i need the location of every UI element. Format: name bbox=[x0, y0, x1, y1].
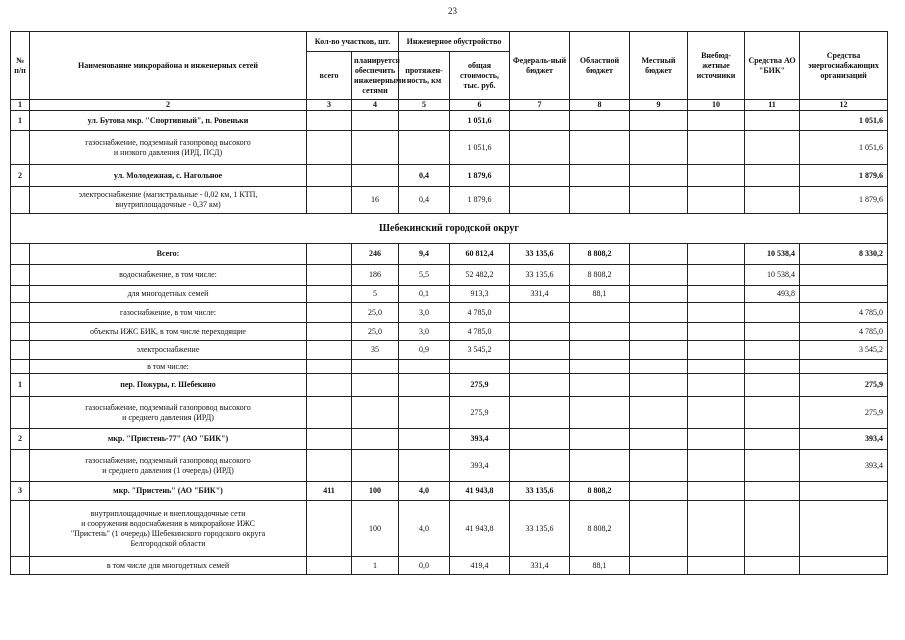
row-plots-planned bbox=[352, 397, 399, 429]
row-energy: 393,4 bbox=[800, 450, 888, 482]
column-number-cell: 2 bbox=[30, 100, 307, 111]
row-num: 2 bbox=[11, 429, 30, 450]
row-plots-total bbox=[307, 397, 352, 429]
row-energy: 393,4 bbox=[800, 429, 888, 450]
row-bik bbox=[745, 501, 800, 557]
row-plots-planned: 100 bbox=[352, 501, 399, 557]
row-energy: 1 879,6 bbox=[800, 187, 888, 214]
row-length: 0,1 bbox=[399, 286, 450, 303]
row-local bbox=[630, 187, 688, 214]
row-plots-planned: 1 bbox=[352, 557, 399, 575]
row-local bbox=[630, 111, 688, 131]
row-length: 4,0 bbox=[399, 482, 450, 501]
row-bik: 10 538,4 bbox=[745, 265, 800, 286]
column-number-cell: 3 bbox=[307, 100, 352, 111]
row-length: 5,5 bbox=[399, 265, 450, 286]
row-energy: 1 879,6 bbox=[800, 165, 888, 187]
row-length: 0,4 bbox=[399, 187, 450, 214]
row-energy: 275,9 bbox=[800, 374, 888, 397]
header-extra: Внебюд-жетные источники bbox=[688, 32, 745, 100]
row-extra bbox=[688, 482, 745, 501]
row-plots-planned bbox=[352, 111, 399, 131]
row-name: Всего: bbox=[30, 244, 307, 265]
row-cost: 60 812,4 bbox=[450, 244, 510, 265]
row-local bbox=[630, 360, 688, 374]
row-extra bbox=[688, 360, 745, 374]
row-num bbox=[11, 265, 30, 286]
row-energy bbox=[800, 265, 888, 286]
row-bik bbox=[745, 165, 800, 187]
row-name: мкр. "Пристень" (АО "БИК") bbox=[30, 482, 307, 501]
row-bik bbox=[745, 450, 800, 482]
row-plots-total bbox=[307, 450, 352, 482]
row-energy bbox=[800, 557, 888, 575]
financing-table bbox=[10, 31, 888, 575]
row-length: 9,4 bbox=[399, 244, 450, 265]
row-plots-planned bbox=[352, 450, 399, 482]
row-plots-total bbox=[307, 374, 352, 397]
table-row bbox=[11, 131, 888, 165]
column-number-cell: 1 bbox=[11, 100, 30, 111]
header-bik: Средства АО "БИК" bbox=[745, 32, 800, 100]
row-extra bbox=[688, 341, 745, 360]
row-regional bbox=[570, 341, 630, 360]
row-local bbox=[630, 374, 688, 397]
row-cost: 1 879,6 bbox=[450, 187, 510, 214]
row-extra bbox=[688, 111, 745, 131]
row-regional bbox=[570, 165, 630, 187]
column-number-cell: 6 bbox=[450, 100, 510, 111]
table-row bbox=[11, 482, 888, 501]
row-energy bbox=[800, 501, 888, 557]
row-length: 0,4 bbox=[399, 165, 450, 187]
row-energy: 275,9 bbox=[800, 397, 888, 429]
row-bik bbox=[745, 303, 800, 323]
row-energy: 4 785,0 bbox=[800, 303, 888, 323]
row-plots-total bbox=[307, 244, 352, 265]
row-plots-planned bbox=[352, 165, 399, 187]
row-federal bbox=[510, 341, 570, 360]
column-number-cell: 12 bbox=[800, 100, 888, 111]
row-extra bbox=[688, 131, 745, 165]
table-row bbox=[11, 557, 888, 575]
row-local bbox=[630, 303, 688, 323]
row-name: газоснабжение, подземный газопровод высокого и среднего давления (ИРД) bbox=[30, 397, 307, 429]
row-energy: 1 051,6 bbox=[800, 111, 888, 131]
row-federal bbox=[510, 165, 570, 187]
row-local bbox=[630, 131, 688, 165]
row-length: 4,0 bbox=[399, 501, 450, 557]
row-length bbox=[399, 429, 450, 450]
row-name: мкр. "Пристень-77" (АО "БИК") bbox=[30, 429, 307, 450]
row-length: 0,9 bbox=[399, 341, 450, 360]
row-name: для многодетных семей bbox=[30, 286, 307, 303]
header-federal: Федераль-ный бюджет bbox=[510, 32, 570, 100]
row-regional bbox=[570, 374, 630, 397]
row-cost: 41 943,8 bbox=[450, 482, 510, 501]
table-row bbox=[11, 397, 888, 429]
section-row bbox=[11, 214, 888, 244]
row-plots-planned: 25,0 bbox=[352, 303, 399, 323]
row-regional bbox=[570, 450, 630, 482]
table-row bbox=[11, 374, 888, 397]
row-plots-planned bbox=[352, 131, 399, 165]
row-extra bbox=[688, 501, 745, 557]
row-plots-planned: 186 bbox=[352, 265, 399, 286]
row-extra bbox=[688, 165, 745, 187]
row-bik bbox=[745, 482, 800, 501]
header-row-1 bbox=[11, 32, 888, 52]
row-federal bbox=[510, 111, 570, 131]
row-num: 3 bbox=[11, 482, 30, 501]
row-federal: 331,4 bbox=[510, 557, 570, 575]
row-bik bbox=[745, 187, 800, 214]
row-energy: 8 330,2 bbox=[800, 244, 888, 265]
row-num: 1 bbox=[11, 374, 30, 397]
table-row bbox=[11, 187, 888, 214]
column-numbers-row bbox=[11, 100, 888, 111]
row-bik bbox=[745, 111, 800, 131]
header-num: № п/п bbox=[11, 32, 30, 100]
row-federal bbox=[510, 131, 570, 165]
row-energy: 4 785,0 bbox=[800, 323, 888, 341]
row-cost: 4 785,0 bbox=[450, 323, 510, 341]
row-length: 3,0 bbox=[399, 303, 450, 323]
row-plots-planned: 5 bbox=[352, 286, 399, 303]
header-plots-group: Кол-во участков, шт. bbox=[307, 32, 399, 52]
row-cost: 3 545,2 bbox=[450, 341, 510, 360]
row-local bbox=[630, 482, 688, 501]
row-num bbox=[11, 303, 30, 323]
row-extra bbox=[688, 397, 745, 429]
row-bik: 493,8 bbox=[745, 286, 800, 303]
row-plots-total bbox=[307, 557, 352, 575]
row-plots-total bbox=[307, 111, 352, 131]
row-regional bbox=[570, 187, 630, 214]
row-extra bbox=[688, 557, 745, 575]
row-local bbox=[630, 450, 688, 482]
table-row bbox=[11, 111, 888, 131]
row-energy: 3 545,2 bbox=[800, 341, 888, 360]
row-length bbox=[399, 360, 450, 374]
row-num: 1 bbox=[11, 111, 30, 131]
row-plots-planned bbox=[352, 360, 399, 374]
row-num bbox=[11, 360, 30, 374]
table-row bbox=[11, 265, 888, 286]
row-cost: 1 879,6 bbox=[450, 165, 510, 187]
row-local bbox=[630, 429, 688, 450]
row-plots-planned bbox=[352, 374, 399, 397]
row-plots-planned: 35 bbox=[352, 341, 399, 360]
row-name: газоснабжение, в том числе: bbox=[30, 303, 307, 323]
table-row bbox=[11, 429, 888, 450]
column-number-cell: 11 bbox=[745, 100, 800, 111]
row-length: 3,0 bbox=[399, 323, 450, 341]
row-extra bbox=[688, 450, 745, 482]
header-length: протяжен-ность, км bbox=[399, 52, 450, 100]
row-name: ул. Молодежная, с. Нагольное bbox=[30, 165, 307, 187]
row-name: электроснабжение (магистральные - 0,02 км, 1 КТП, внутриплощадочные - 0,37 км) bbox=[30, 187, 307, 214]
row-extra bbox=[688, 286, 745, 303]
row-federal: 33 135,6 bbox=[510, 501, 570, 557]
row-extra bbox=[688, 429, 745, 450]
row-extra bbox=[688, 265, 745, 286]
row-bik bbox=[745, 397, 800, 429]
row-plots-planned: 16 bbox=[352, 187, 399, 214]
row-bik bbox=[745, 360, 800, 374]
row-bik bbox=[745, 557, 800, 575]
table-row bbox=[11, 360, 888, 374]
row-plots-planned: 25,0 bbox=[352, 323, 399, 341]
column-number-cell: 10 bbox=[688, 100, 745, 111]
header-regional: Областной бюджет bbox=[570, 32, 630, 100]
header-local: Местный бюджет bbox=[630, 32, 688, 100]
row-length: 0,0 bbox=[399, 557, 450, 575]
row-regional: 88,1 bbox=[570, 286, 630, 303]
row-bik bbox=[745, 341, 800, 360]
row-bik bbox=[745, 374, 800, 397]
row-federal: 33 135,6 bbox=[510, 244, 570, 265]
table-row bbox=[11, 286, 888, 303]
row-name: пер. Пожуры, г. Шебекино bbox=[30, 374, 307, 397]
row-plots-total: 411 bbox=[307, 482, 352, 501]
row-plots-total bbox=[307, 360, 352, 374]
header-energy: Средства энергоснабжающих организаций bbox=[800, 32, 888, 100]
table-row bbox=[11, 450, 888, 482]
row-local bbox=[630, 397, 688, 429]
row-plots-total bbox=[307, 265, 352, 286]
row-name: в том числе: bbox=[30, 360, 307, 374]
row-regional bbox=[570, 111, 630, 131]
row-federal: 33 135,6 bbox=[510, 265, 570, 286]
row-regional bbox=[570, 303, 630, 323]
row-num bbox=[11, 450, 30, 482]
table-row bbox=[11, 165, 888, 187]
row-energy: 1 051,6 bbox=[800, 131, 888, 165]
row-bik bbox=[745, 429, 800, 450]
row-plots-total bbox=[307, 341, 352, 360]
row-federal: 331,4 bbox=[510, 286, 570, 303]
row-name: объекты ИЖС БИК, в том числе переходящие bbox=[30, 323, 307, 341]
row-cost: 275,9 bbox=[450, 374, 510, 397]
row-cost: 419,4 bbox=[450, 557, 510, 575]
row-cost: 1 051,6 bbox=[450, 111, 510, 131]
row-local bbox=[630, 323, 688, 341]
row-extra bbox=[688, 244, 745, 265]
table-row bbox=[11, 341, 888, 360]
row-num bbox=[11, 286, 30, 303]
row-length bbox=[399, 450, 450, 482]
row-federal: 33 135,6 bbox=[510, 482, 570, 501]
row-cost: 4 785,0 bbox=[450, 303, 510, 323]
row-local bbox=[630, 341, 688, 360]
row-plots-total bbox=[307, 165, 352, 187]
row-plots-total bbox=[307, 286, 352, 303]
row-federal bbox=[510, 323, 570, 341]
header-plots-planned: планируется обеспечить инженерными сетями bbox=[352, 52, 399, 100]
row-regional bbox=[570, 397, 630, 429]
row-num bbox=[11, 397, 30, 429]
row-name: газоснабжение, подземный газопровод высокого и среднего давления (1 очередь) (ИРД) bbox=[30, 450, 307, 482]
row-num: 2 bbox=[11, 165, 30, 187]
table-row bbox=[11, 303, 888, 323]
row-length bbox=[399, 374, 450, 397]
row-regional: 8 808,2 bbox=[570, 244, 630, 265]
row-plots-total bbox=[307, 303, 352, 323]
row-regional bbox=[570, 323, 630, 341]
row-cost: 1 051,6 bbox=[450, 131, 510, 165]
row-extra bbox=[688, 323, 745, 341]
row-federal bbox=[510, 374, 570, 397]
row-name: ул. Бутова мкр. "Спортивный", п. Ровеньки bbox=[30, 111, 307, 131]
row-regional bbox=[570, 131, 630, 165]
header-name: Наименование микрорайона и инженерных сетей bbox=[30, 32, 307, 100]
row-name: электроснабжение bbox=[30, 341, 307, 360]
column-number-cell: 8 bbox=[570, 100, 630, 111]
row-name: в том числе для многодетных семей bbox=[30, 557, 307, 575]
row-federal bbox=[510, 450, 570, 482]
row-bik: 10 538,4 bbox=[745, 244, 800, 265]
row-num bbox=[11, 557, 30, 575]
row-num bbox=[11, 501, 30, 557]
table-row bbox=[11, 501, 888, 557]
row-federal bbox=[510, 429, 570, 450]
row-extra bbox=[688, 303, 745, 323]
row-plots-planned bbox=[352, 429, 399, 450]
row-regional bbox=[570, 429, 630, 450]
row-local bbox=[630, 165, 688, 187]
row-name: водоснабжение, в том числе: bbox=[30, 265, 307, 286]
row-plots-total bbox=[307, 187, 352, 214]
column-number-cell: 9 bbox=[630, 100, 688, 111]
row-bik bbox=[745, 131, 800, 165]
header-plots-total: всего bbox=[307, 52, 352, 100]
row-federal bbox=[510, 397, 570, 429]
row-name: внутриплощадочные и внеплощадочные сети и сооружения водоснабжения в микрорайоне ИЖС "Пристень" (1 очередь) Шебекинского городского округа Белгородской области bbox=[30, 501, 307, 557]
row-local bbox=[630, 501, 688, 557]
row-energy bbox=[800, 286, 888, 303]
row-plots-planned: 100 bbox=[352, 482, 399, 501]
row-energy bbox=[800, 360, 888, 374]
table-row bbox=[11, 323, 888, 341]
header-cost: общая стоимость, тыс. руб. bbox=[450, 52, 510, 100]
row-local bbox=[630, 244, 688, 265]
row-cost: 275,9 bbox=[450, 397, 510, 429]
row-cost: 913,3 bbox=[450, 286, 510, 303]
row-plots-total bbox=[307, 429, 352, 450]
row-federal bbox=[510, 187, 570, 214]
row-regional: 8 808,2 bbox=[570, 501, 630, 557]
row-num bbox=[11, 244, 30, 265]
row-cost bbox=[450, 360, 510, 374]
row-plots-planned: 246 bbox=[352, 244, 399, 265]
row-local bbox=[630, 265, 688, 286]
column-number-cell: 7 bbox=[510, 100, 570, 111]
row-plots-total bbox=[307, 501, 352, 557]
row-length bbox=[399, 397, 450, 429]
row-local bbox=[630, 557, 688, 575]
page-number: 23 bbox=[448, 6, 457, 16]
row-regional: 8 808,2 bbox=[570, 482, 630, 501]
header-infra-group: Инженерное обустройство bbox=[399, 32, 510, 52]
row-regional: 8 808,2 bbox=[570, 265, 630, 286]
row-local bbox=[630, 286, 688, 303]
row-plots-total bbox=[307, 323, 352, 341]
row-extra bbox=[688, 187, 745, 214]
row-federal bbox=[510, 303, 570, 323]
row-num bbox=[11, 341, 30, 360]
row-plots-total bbox=[307, 131, 352, 165]
row-federal bbox=[510, 360, 570, 374]
row-cost: 393,4 bbox=[450, 450, 510, 482]
row-cost: 393,4 bbox=[450, 429, 510, 450]
row-cost: 52 482,2 bbox=[450, 265, 510, 286]
column-number-cell: 4 bbox=[352, 100, 399, 111]
section-title: Шебекинский городской округ bbox=[11, 214, 888, 244]
row-length bbox=[399, 111, 450, 131]
row-num bbox=[11, 187, 30, 214]
row-length bbox=[399, 131, 450, 165]
row-regional bbox=[570, 360, 630, 374]
row-regional: 88,1 bbox=[570, 557, 630, 575]
row-name: газоснабжение, подземный газопровод высокого и низкого давления (ИРД, ПСД) bbox=[30, 131, 307, 165]
row-extra bbox=[688, 374, 745, 397]
table-row bbox=[11, 244, 888, 265]
row-num bbox=[11, 131, 30, 165]
row-energy bbox=[800, 482, 888, 501]
column-number-cell: 5 bbox=[399, 100, 450, 111]
row-cost: 41 943,8 bbox=[450, 501, 510, 557]
row-num bbox=[11, 323, 30, 341]
row-bik bbox=[745, 323, 800, 341]
